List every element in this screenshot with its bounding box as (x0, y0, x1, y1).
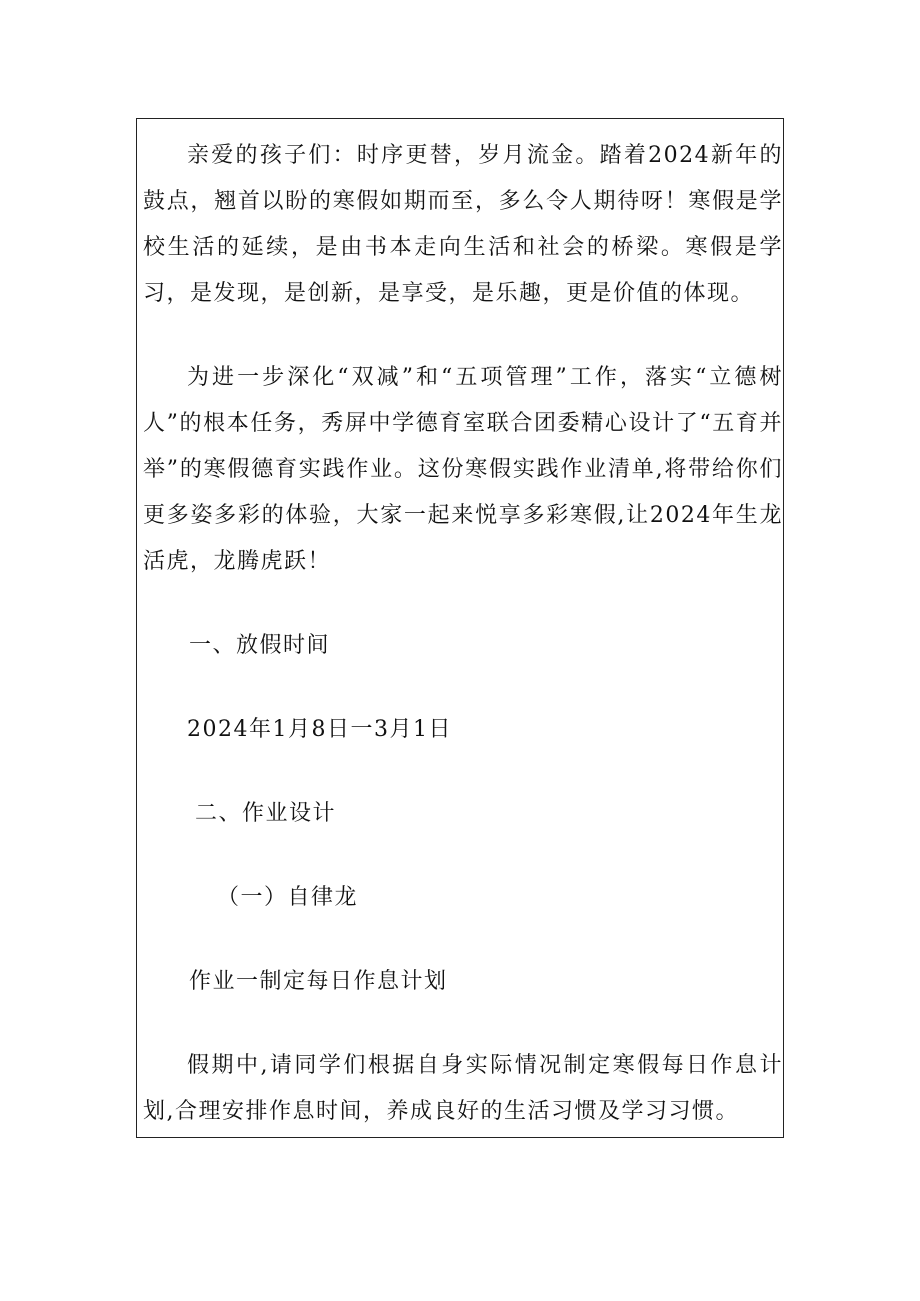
paragraph-gap (137, 837, 785, 875)
holiday-dates: 2024年1月8日一3月1日 (187, 717, 452, 742)
document-body (137, 119, 785, 1135)
paragraph-gap (137, 669, 785, 707)
section-heading-homework-design: 二、作业设计 (195, 801, 337, 826)
task-title: 作业一制定每日作息计划 (189, 969, 448, 994)
document-frame (136, 118, 784, 1138)
paragraph-gap (137, 753, 785, 791)
section-heading-holiday-time: 一、放假时间 (189, 633, 331, 658)
paragraph-gap (137, 1005, 785, 1043)
paragraph-gap (137, 921, 785, 959)
intro-paragraph: 亲爱的孩子们：时序更替，岁月流金。踏着2024新年的鼓点，翘首以盼的寒假如期而至，多么令人期待呀！寒假是学校生活的延续，是由书本走向生活和社会的桥梁。寒假是学习，是发现，是创新，是享受，是乐趣，更是价值的体现。 (143, 143, 783, 306)
purpose-paragraph: 为进一步深化“双减”和“五项管理”工作，落实“立德树人”的根本任务，秀屏中学德育室联合团委精心设计了“五育并举”的寒假德育实践作业。这份寒假实践作业清单,将带给你们更多姿多彩的体验，大家一起来悦享多彩寒假,让2024年生龙活虎，龙腾虎跃！ (143, 365, 783, 574)
task-body: 假期中,请同学们根据自身实际情况制定寒假每日作息计划,合理安排作息时间，养成良好的生活习惯及学习习惯。 (143, 1053, 783, 1124)
subsection-heading-self-discipline: （一）自律龙 (217, 885, 359, 910)
paragraph-gap (137, 317, 785, 355)
paragraph-gap (137, 585, 785, 623)
